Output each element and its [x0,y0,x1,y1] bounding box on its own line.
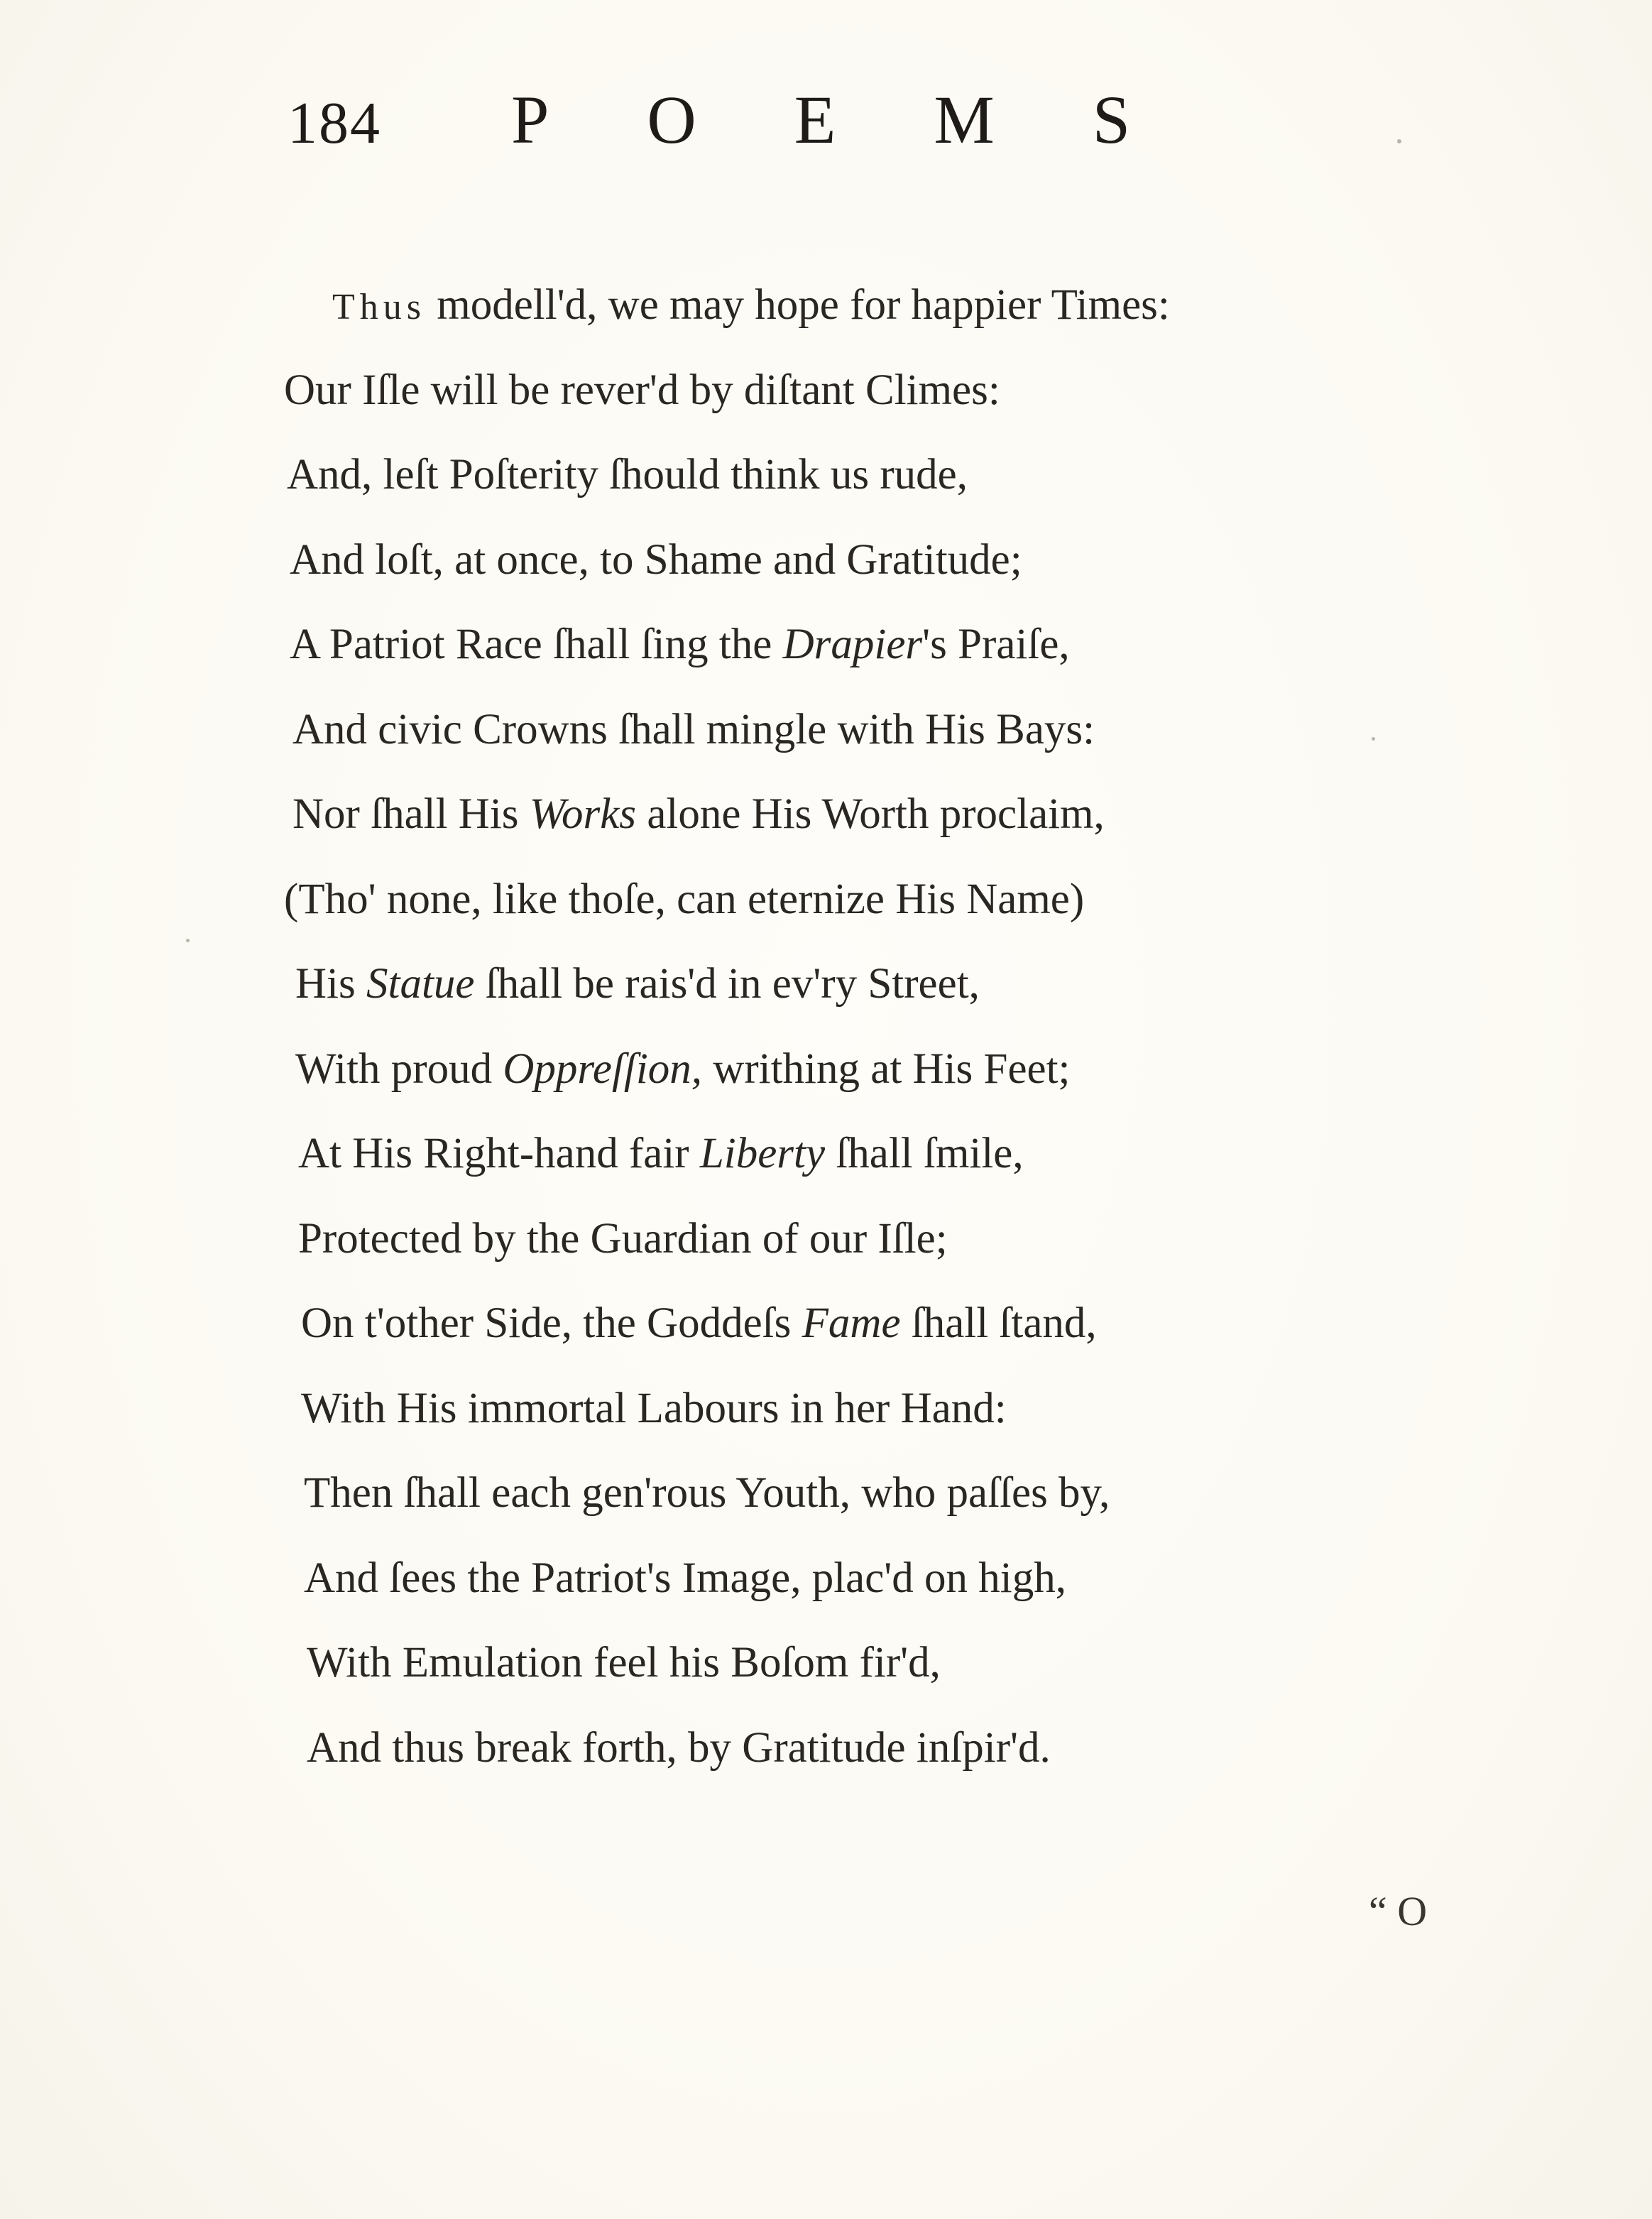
verse-text: Nor ſhall His [292,790,530,838]
verse-text: Our Iſle will be rever'd by diſtant Climes: [284,366,1000,414]
verse-line [287,447,968,503]
verse-line [284,871,1084,928]
verse-text: His [295,960,366,1008]
verse-line [301,1380,1007,1437]
verse-text: Then ſhall each gen'rous Youth, who paſſes by, [304,1469,1110,1517]
verse-text: 's Praiſe, [922,621,1070,668]
page-header [0,67,1652,167]
verse-italic-text: Fame [802,1299,901,1347]
verse-text: And ſees the Patriot's Image, plac'd on high, [304,1554,1066,1602]
verse-text: ſhall ſtand, [900,1299,1097,1347]
verse-text: At His Right-hand fair [298,1130,700,1177]
verse-line [307,1635,941,1691]
paper-speck [186,939,190,942]
verse-line [290,616,1070,673]
verse-line [298,1211,948,1267]
verse-text: alone His Worth proclaim, [636,790,1105,838]
verse-text: And loſt, at once, to Shame and Gratitude; [290,535,1022,584]
verse-italic-text: Works [529,790,637,838]
verse-text: A Patriot Race ſhall ſing the [290,621,783,668]
running-head: POEMS [511,82,1229,158]
verse-text: And, leſt Poſterity ſhould think us rude, [287,451,968,498]
verse-text: With Emulation feel his Boſom fir'd, [307,1639,941,1686]
verse-line [295,1041,1071,1098]
verse-text: (Tho' none, like thoſe, can eternize His Name) [284,875,1085,923]
verse-line [292,786,1105,843]
verse-line [304,1550,1066,1607]
verse-text: ſhall ſmile, [825,1130,1024,1177]
verse-italic-text: Drapier [782,621,923,668]
verse-text: writhing at His Feet; [702,1045,1071,1093]
verse-text: With His immortal Labours in her Hand: [301,1384,1007,1432]
verse-text: And thus break forth, by Gratitude inſpir'd. [307,1723,1051,1772]
page-number: 184 [288,90,381,156]
paper-speck [1372,737,1375,741]
verse-line [304,1465,1110,1522]
verse-line [307,1720,1051,1777]
verse-text: On t'other Side, the Goddeſs [301,1299,802,1347]
paper-speck [1397,139,1401,143]
verse-small-caps-text: Thus [332,287,426,327]
verse-line [301,1295,1097,1352]
verse-line [292,702,1095,758]
verse-line [284,362,1000,419]
verse-italic-text: Statue [366,960,475,1008]
verse-text: And civic Crowns ſhall mingle with His Bays: [292,705,1095,753]
verse-italic-text: Oppreſſion, [503,1045,703,1093]
verse-text: modell'd, we may hope for happier Times: [426,281,1170,329]
verse-text: With proud [295,1045,503,1093]
verse-italic-text: Liberty [699,1130,826,1177]
verse-line [332,277,1170,334]
verse-text: Protected by the Guardian of our Iſle; [298,1214,948,1263]
verse-line [298,1125,1024,1182]
verse-line [295,956,980,1013]
verse-line [290,532,1022,589]
catchword: “ O [1369,1888,1428,1934]
verse-text: ſhall be rais'd in ev'ry Street, [474,960,980,1008]
